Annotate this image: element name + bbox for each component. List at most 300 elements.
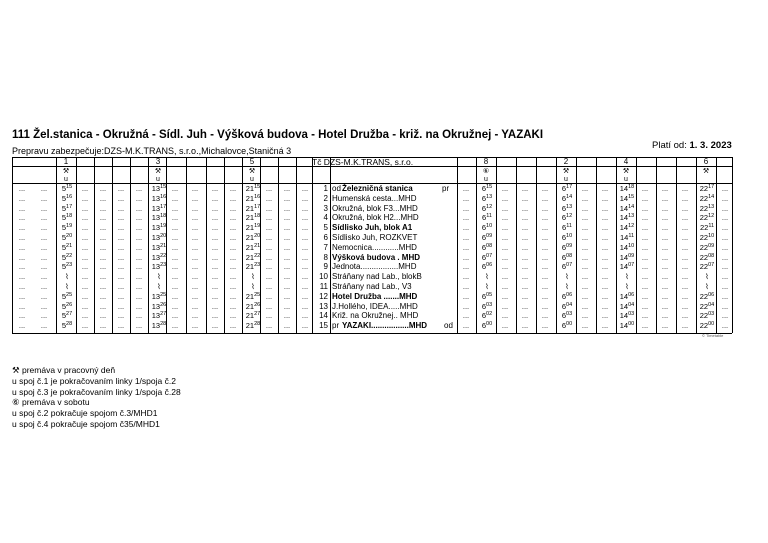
empty-cell: ... [191,301,199,311]
empty-cell: ... [229,193,237,203]
departure-time: $22^{09}$ [699,242,715,252]
empty-cell: ... [301,213,309,223]
empty-cell: ... [462,184,470,193]
valid-from-label: Platí od: [652,140,687,151]
empty-cell: ... [641,223,649,233]
note-item: ⑥ premáva v sobotu [12,397,90,408]
empty-cell: ... [721,311,729,321]
empty-cell: ... [541,193,549,203]
departure-time: $13^{17}$ [151,203,167,213]
direction-flag: pr [442,184,450,193]
empty-cell: ... [117,301,125,311]
departure-time: $21^{17}$ [245,203,261,213]
empty-cell: ... [18,233,26,242]
empty-cell: ... [681,282,689,291]
note-u-marker: u [156,176,160,183]
stop-name: Okružná, blok F3...MHD [332,203,418,213]
stop-name: Železničná stanica [342,184,413,193]
empty-cell: ... [301,233,309,242]
empty-cell: ... [229,282,237,291]
saturday-symbol: ⑥ [482,168,490,175]
empty-cell: ... [601,301,609,311]
empty-cell: ... [117,321,125,331]
empty-cell: ... [721,301,729,311]
empty-cell: ... [681,193,689,203]
page-title: 111 Žel.stanica - Okružná - Sídl. Juh - Výšková budova - Hotel Družba - križ. na Okružnej - YAZAKI [12,129,544,141]
empty-cell: ... [117,223,125,233]
empty-cell: ... [681,301,689,311]
empty-cell: ... [191,282,199,291]
empty-cell: ... [265,213,273,223]
departure-time: $21^{21}$ [245,242,261,252]
empty-cell: ... [301,193,309,203]
departure-time: $14^{11}$ [619,233,635,242]
empty-cell: ... [40,262,48,272]
departure-time: $6^{08}$ [561,252,573,262]
departure-time: $21^{15}$ [245,184,261,193]
departure-time: $22^{17}$ [699,184,715,193]
departure-time: $6^{11}$ [482,213,492,223]
departure-time: $22^{07}$ [699,262,715,272]
empty-cell: ... [229,262,237,272]
departure-time: $6^{00}$ [561,321,573,331]
departure-time: $5^{23}$ [61,262,73,272]
empty-cell: ... [501,242,509,252]
notes-list [12,365,181,430]
departure-time: ⌇ [65,272,69,282]
empty-cell: ... [265,223,273,233]
departure-time: $21^{25}$ [245,291,261,301]
departure-time: $14^{09}$ [619,252,635,262]
empty-cell: ... [541,262,549,272]
note-u-marker: u [250,176,254,183]
departure-time: $6^{07}$ [561,262,573,272]
empty-cell: ... [99,291,107,301]
empty-cell: ... [521,184,529,193]
timetable [12,157,732,333]
empty-cell: ... [521,223,529,233]
empty-cell: ... [501,233,509,242]
empty-cell: ... [229,291,237,301]
trip-number: 2 [563,157,569,166]
footer-mark: © Timetable [702,333,724,338]
stop-name: Humenská cesta...MHD [332,193,417,203]
empty-cell: ... [135,282,143,291]
empty-cell: ... [211,213,219,223]
empty-cell: ... [18,223,26,233]
empty-cell: ... [283,282,291,291]
empty-cell: ... [681,242,689,252]
empty-cell: ... [99,223,107,233]
empty-cell: ... [521,233,529,242]
departure-time: $6^{06}$ [481,262,493,272]
empty-cell: ... [283,203,291,213]
workday-symbol: ⚒ [622,168,630,175]
trip-number: 3 [155,157,161,166]
departure-time: $6^{12}$ [561,213,573,223]
empty-cell: ... [521,203,529,213]
trip-number: 1 [63,157,69,166]
empty-cell: ... [641,213,649,223]
empty-cell: ... [81,213,89,223]
departure-time: $6^{06}$ [561,291,573,301]
empty-cell: ... [581,291,589,301]
departure-time: $6^{03}$ [561,311,573,321]
empty-cell: ... [229,321,237,331]
departure-time: $5^{18}$ [61,213,73,223]
empty-cell: ... [171,282,179,291]
empty-cell: ... [40,203,48,213]
empty-cell: ... [661,213,669,223]
empty-cell: ... [191,252,199,262]
departure-time: $21^{28}$ [245,321,261,331]
empty-cell: ... [135,203,143,213]
stop-name: Križ. na Okružnej.. MHD [332,311,419,321]
empty-cell: ... [40,321,48,331]
empty-cell: ... [229,213,237,223]
empty-cell: ... [681,213,689,223]
empty-cell: ... [171,321,179,331]
empty-cell: ... [641,282,649,291]
departure-time: $21^{22}$ [245,252,261,262]
empty-cell: ... [283,262,291,272]
departure-time: $5^{26}$ [61,301,73,311]
empty-cell: ... [81,233,89,242]
empty-cell: ... [117,233,125,242]
empty-cell: ... [661,252,669,262]
empty-cell: ... [501,272,509,282]
empty-cell: ... [171,262,179,272]
empty-cell: ... [301,223,309,233]
empty-cell: ... [521,272,529,282]
empty-cell: ... [18,272,26,282]
empty-cell: ... [462,262,470,272]
stop-name: Sídlisko Juh, blok A1 [332,223,413,233]
empty-cell: ... [99,233,107,242]
empty-cell: ... [265,311,273,321]
empty-cell: ... [641,233,649,242]
empty-cell: ... [265,282,273,291]
empty-cell: ... [681,184,689,193]
empty-cell: ... [229,272,237,282]
empty-cell: ... [171,242,179,252]
empty-cell: ... [40,252,48,262]
empty-cell: ... [18,252,26,262]
empty-cell: ... [135,242,143,252]
empty-cell: ... [18,311,26,321]
empty-cell: ... [681,252,689,262]
empty-cell: ... [283,272,291,282]
empty-cell: ... [541,223,549,233]
stop-name: Sídlisko Juh, ROZKVET [332,233,418,242]
departure-time: ⌇ [485,282,489,291]
note-u-marker: u [624,176,628,183]
departure-time: $13^{27}$ [151,311,167,321]
empty-cell: ... [541,184,549,193]
empty-cell: ... [301,184,309,193]
empty-cell: ... [191,311,199,321]
empty-cell: ... [283,233,291,242]
departure-time: $22^{11}$ [699,223,715,233]
empty-cell: ... [81,301,89,311]
departure-time: ⌇ [157,272,161,282]
empty-cell: ... [521,282,529,291]
workday-symbol: ⚒ [562,168,570,175]
empty-cell: ... [541,272,549,282]
empty-cell: ... [99,282,107,291]
empty-cell: ... [581,213,589,223]
empty-cell: ... [301,291,309,301]
departure-time: $6^{10}$ [481,223,493,233]
departure-time: $6^{13}$ [561,203,573,213]
empty-cell: ... [721,282,729,291]
workday-symbol: ⚒ [248,168,256,175]
stop-name: Nemocnica............MHD [332,242,417,252]
empty-cell: ... [191,184,199,193]
empty-cell: ... [541,311,549,321]
empty-cell: ... [40,291,48,301]
empty-cell: ... [641,301,649,311]
empty-cell: ... [601,291,609,301]
empty-cell: ... [40,213,48,223]
empty-cell: ... [681,262,689,272]
empty-cell: ... [40,282,48,291]
empty-cell: ... [641,272,649,282]
empty-cell: ... [81,223,89,233]
empty-cell: ... [117,311,125,321]
empty-cell: ... [229,301,237,311]
empty-cell: ... [135,272,143,282]
departure-time: $6^{13}$ [481,193,493,203]
departure-time: $21^{23}$ [245,262,261,272]
empty-cell: ... [721,272,729,282]
empty-cell: ... [265,184,273,193]
departure-time: ⌇ [485,272,489,282]
empty-cell: ... [581,262,589,272]
departure-time: $6^{02}$ [481,311,493,321]
empty-cell: ... [681,272,689,282]
empty-cell: ... [81,252,89,262]
departure-time: $14^{15}$ [619,193,635,203]
empty-cell: ... [283,213,291,223]
workday-symbol: ⚒ [154,168,162,175]
empty-cell: ... [265,233,273,242]
empty-cell: ... [541,321,549,331]
empty-cell: ... [581,184,589,193]
empty-cell: ... [81,262,89,272]
empty-cell: ... [99,321,107,331]
empty-cell: ... [541,252,549,262]
empty-cell: ... [641,193,649,203]
empty-cell: ... [721,252,729,262]
empty-cell: ... [601,213,609,223]
empty-cell: ... [211,272,219,282]
note-u-marker: u [64,176,68,183]
empty-cell: ... [521,311,529,321]
departure-time: ⌇ [65,282,69,291]
empty-cell: ... [581,233,589,242]
empty-cell: ... [721,262,729,272]
empty-cell: ... [661,301,669,311]
empty-cell: ... [265,242,273,252]
empty-cell: ... [135,213,143,223]
center-header: Tč DZS-M.K.TRANS, s.r.o. [312,157,414,167]
empty-cell: ... [40,301,48,311]
note-item: u spoj č.4 pokračuje spojom č35/MHD1 [12,418,160,429]
note-u-marker: u [564,176,568,183]
departure-time: ⌇ [705,282,709,291]
stop-number: 10 [319,272,328,282]
empty-cell: ... [721,242,729,252]
empty-cell: ... [171,252,179,262]
empty-cell: ... [462,282,470,291]
empty-cell: ... [171,223,179,233]
empty-cell: ... [581,311,589,321]
empty-cell: ... [641,291,649,301]
departure-time: ⌇ [625,282,629,291]
empty-cell: ... [117,242,125,252]
departure-time: $5^{28}$ [61,321,73,331]
departure-time: $21^{26}$ [245,301,261,311]
departure-time: $5^{22}$ [61,252,73,262]
empty-cell: ... [721,321,729,331]
empty-cell: ... [681,291,689,301]
empty-cell: ... [661,291,669,301]
empty-cell: ... [721,184,729,193]
empty-cell: ... [581,301,589,311]
empty-cell: ... [18,301,26,311]
stop-number: 5 [323,223,328,233]
departure-time: $21^{20}$ [245,233,261,242]
empty-cell: ... [265,252,273,262]
empty-cell: ... [211,233,219,242]
stop-number: 15 [319,321,328,331]
empty-cell: ... [283,252,291,262]
empty-cell: ... [191,321,199,331]
departure-time: $6^{09}$ [561,242,573,252]
departure-time: $22^{00}$ [699,321,715,331]
empty-cell: ... [135,193,143,203]
empty-cell: ... [99,301,107,311]
empty-cell: ... [501,193,509,203]
empty-cell: ... [81,282,89,291]
empty-cell: ... [301,311,309,321]
empty-cell: ... [229,242,237,252]
empty-cell: ... [211,321,219,331]
empty-cell: ... [641,203,649,213]
departure-time: $22^{04}$ [699,301,715,311]
departure-time: ⌇ [565,282,569,291]
empty-cell: ... [581,223,589,233]
departure-time: $6^{00}$ [481,321,493,331]
departure-time: $13^{18}$ [151,213,167,223]
empty-cell: ... [191,213,199,223]
empty-cell: ... [501,291,509,301]
empty-cell: ... [501,213,509,223]
operator-line: Prepravu zabezpečuje:DZS-M.K.TRANS, s.r.o.,Michalovce,Staničná 3 [12,146,292,156]
empty-cell: ... [721,203,729,213]
empty-cell: ... [541,233,549,242]
empty-cell: ... [641,252,649,262]
empty-cell: ... [81,193,89,203]
empty-cell: ... [99,242,107,252]
stop-number: 9 [323,262,328,272]
empty-cell: ... [283,311,291,321]
empty-cell: ... [501,301,509,311]
empty-cell: ... [191,233,199,242]
empty-cell: ... [171,184,179,193]
note-item: u spoj č.3 je pokračovaním linky 1/spoja č.28 [12,386,181,397]
empty-cell: ... [462,193,470,203]
empty-cell: ... [135,301,143,311]
empty-cell: ... [721,291,729,301]
empty-cell: ... [81,242,89,252]
trip-number: 4 [623,157,629,166]
departure-time: $21^{19}$ [245,223,261,233]
empty-cell: ... [681,321,689,331]
empty-cell: ... [18,291,26,301]
empty-cell: ... [301,272,309,282]
empty-cell: ... [521,242,529,252]
empty-cell: ... [661,184,669,193]
empty-cell: ... [301,252,309,262]
empty-cell: ... [283,184,291,193]
departure-time: ⌇ [157,282,161,291]
empty-cell: ... [229,311,237,321]
empty-cell: ... [99,311,107,321]
empty-cell: ... [501,311,509,321]
empty-cell: ... [40,272,48,282]
stop-number: 1 [323,184,328,193]
departure-time: $6^{08}$ [481,242,493,252]
empty-cell: ... [501,203,509,213]
trip-number: 6 [703,157,709,166]
empty-cell: ... [211,193,219,203]
empty-cell: ... [171,193,179,203]
empty-cell: ... [135,311,143,321]
departure-time: $5^{15}$ [61,184,73,193]
empty-cell: ... [265,291,273,301]
departure-time: ⌇ [251,282,255,291]
departure-time: $21^{16}$ [245,193,261,203]
empty-cell: ... [117,291,125,301]
empty-cell: ... [462,272,470,282]
departure-time: $14^{18}$ [619,184,635,193]
stop-name: Jednota.................MHD [332,262,417,272]
departure-time: $14^{14}$ [619,203,635,213]
empty-cell: ... [581,193,589,203]
workday-symbol: ⚒ [62,168,70,175]
empty-cell: ... [81,311,89,321]
note-item: u spoj č.2 pokračuje spojom č.3/MHD1 [12,408,158,419]
empty-cell: ... [211,242,219,252]
empty-cell: ... [265,262,273,272]
empty-cell: ... [191,291,199,301]
empty-cell: ... [211,184,219,193]
departure-time: $13^{26}$ [151,301,167,311]
stop-name: Výšková budova . MHD [332,252,421,262]
empty-cell: ... [601,272,609,282]
departure-time: $14^{13}$ [619,213,635,223]
empty-cell: ... [191,262,199,272]
empty-cell: ... [229,252,237,262]
empty-cell: ... [283,242,291,252]
departure-time: $5^{16}$ [61,193,73,203]
departure-time: $14^{06}$ [619,291,635,301]
workday-symbol: ⚒ [702,168,710,175]
empty-cell: ... [462,291,470,301]
empty-cell: ... [462,301,470,311]
